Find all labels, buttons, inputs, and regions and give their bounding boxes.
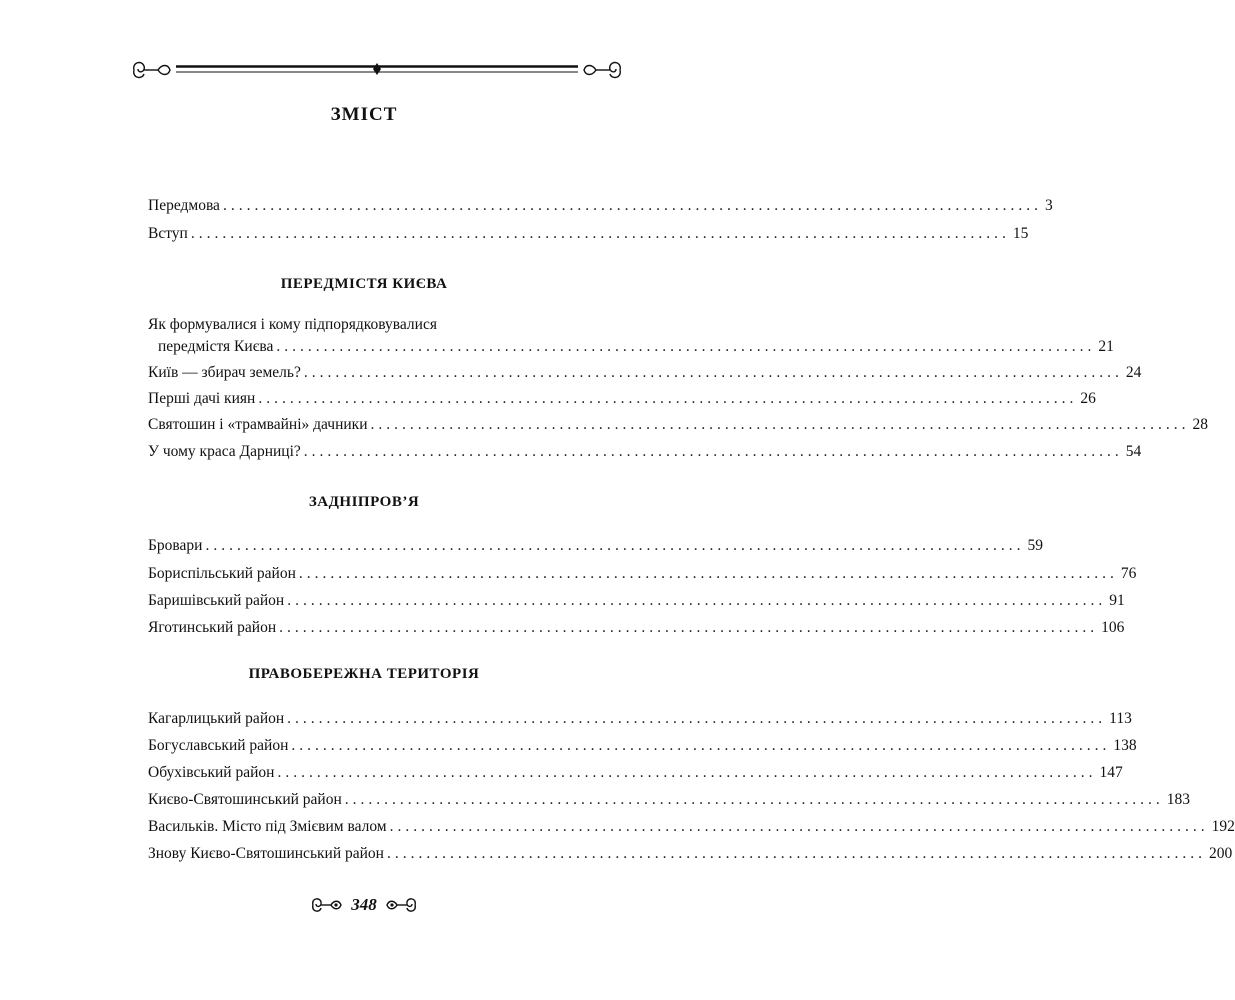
page-footer xyxy=(0,894,728,916)
dot-leader: ........................................................................................................ xyxy=(291,737,1111,754)
toc-entry-title: Обухівський район xyxy=(148,764,275,781)
toc-entry-title: Знову Києво-Святошинський район xyxy=(148,845,384,862)
toc-entry-title: передмістя Києва xyxy=(158,338,274,355)
toc-entry-page: 183 xyxy=(1166,791,1190,808)
fleuron-left-icon xyxy=(309,894,345,916)
dot-leader: ........................................................................................................ xyxy=(370,416,1190,433)
toc-entry-title: Бориспільський район xyxy=(148,565,296,582)
dot-leader: ........................................................................................................ xyxy=(258,390,1078,407)
dot-leader: ........................................................................................................ xyxy=(287,592,1107,609)
toc-entry[interactable] xyxy=(148,843,1233,865)
dot-leader: ........................................................................................................ xyxy=(298,565,1118,582)
toc-entry[interactable] xyxy=(148,708,1132,730)
toc-entry-page: 26 xyxy=(1080,390,1096,407)
toc-entry[interactable] xyxy=(148,195,1053,217)
toc-entry-title: Бровари xyxy=(148,537,203,554)
toc-entry-title-line1: Як формувалися і кому підпорядковувалися xyxy=(148,316,437,333)
toc-entry-page: 59 xyxy=(1027,537,1043,554)
dot-leader: ........................................................................................................ xyxy=(386,845,1206,862)
toc-entry[interactable] xyxy=(148,441,1142,463)
toc-entry[interactable] xyxy=(148,535,1043,557)
toc-entry-title: Вступ xyxy=(148,225,188,242)
toc-entry-page: 28 xyxy=(1192,416,1209,433)
section-heading: ПРАВОБЕРЕЖНА ТЕРИТОРІЯ xyxy=(248,666,480,682)
toc-entry[interactable] xyxy=(148,762,1123,784)
toc-entry[interactable] xyxy=(148,223,1029,245)
dot-leader: ........................................................................................................ xyxy=(303,443,1123,460)
section-heading: ПЕРЕДМІСТЯ КИЄВА xyxy=(280,276,448,292)
dot-leader: ........................................................................................................ xyxy=(222,197,1042,214)
toc-entry-page: 200 xyxy=(1208,845,1233,862)
toc-entry[interactable] xyxy=(148,314,1114,358)
toc-entry-page: 24 xyxy=(1125,364,1142,381)
toc-entry-title: Передмова xyxy=(148,197,220,214)
toc-entry-page: 21 xyxy=(1098,338,1114,355)
toc-entry-page: 3 xyxy=(1044,197,1053,214)
dot-leader: ........................................................................................................ xyxy=(205,537,1025,554)
dot-leader: ........................................................................................................ xyxy=(190,225,1010,242)
dot-leader: ........................................................................................................ xyxy=(303,364,1123,381)
toc-entry-title: Богуславський район xyxy=(148,737,289,754)
toc-entry-title: Києво-Святошинський район xyxy=(148,791,342,808)
toc-entry[interactable] xyxy=(148,362,1142,384)
toc-entry-title: Святошин і «трамвайні» дачники xyxy=(148,416,368,433)
toc-entry-title: Баришівський район xyxy=(148,592,285,609)
toc-entry-page: 192 xyxy=(1211,818,1235,835)
ornamental-rule-icon xyxy=(128,56,626,84)
toc-entry-page: 15 xyxy=(1012,225,1029,242)
dot-leader: ........................................................................................................ xyxy=(287,710,1107,727)
toc-entry-page: 106 xyxy=(1101,619,1125,636)
toc-entry-page: 91 xyxy=(1109,592,1125,609)
toc-entry[interactable] xyxy=(148,735,1137,757)
fleuron-right-icon xyxy=(383,894,419,916)
toc-entry[interactable] xyxy=(148,816,1235,838)
toc-entry[interactable] xyxy=(148,789,1190,811)
toc-entry-page: 113 xyxy=(1109,710,1132,727)
dot-leader: ........................................................................................................ xyxy=(389,818,1209,835)
toc-entry-title: Київ — збирач земель? xyxy=(148,364,301,381)
toc-entry[interactable] xyxy=(148,617,1125,639)
page-title: ЗМІСТ xyxy=(330,104,398,125)
toc-entry-title: У чому краса Дарниці? xyxy=(148,443,301,460)
dot-leader: ........................................................................................................ xyxy=(276,338,1096,355)
section-heading: ЗАДНІПРОВ’Я xyxy=(308,494,420,510)
page-number: 348 xyxy=(351,895,377,914)
toc-entry-page: 54 xyxy=(1125,443,1142,460)
dot-leader: ........................................................................................................ xyxy=(279,619,1099,636)
toc-entry-title: Кагарлицький район xyxy=(148,710,285,727)
toc-entry-page: 76 xyxy=(1120,565,1137,582)
toc-entry[interactable] xyxy=(148,590,1125,612)
toc-entry[interactable] xyxy=(148,414,1209,436)
dot-leader: ........................................................................................................ xyxy=(277,764,1097,781)
dot-leader: ........................................................................................................ xyxy=(344,791,1164,808)
toc-entry[interactable] xyxy=(148,563,1137,585)
toc-entry[interactable] xyxy=(148,388,1096,410)
toc-entry-title: Васильків. Місто під Змієвим валом xyxy=(148,818,387,835)
toc-entry-page: 138 xyxy=(1113,737,1137,754)
toc-entry-page: 147 xyxy=(1099,764,1123,781)
toc-entry-title: Перші дачі киян xyxy=(148,390,256,407)
toc-entry-title: Яготинський район xyxy=(148,619,277,636)
